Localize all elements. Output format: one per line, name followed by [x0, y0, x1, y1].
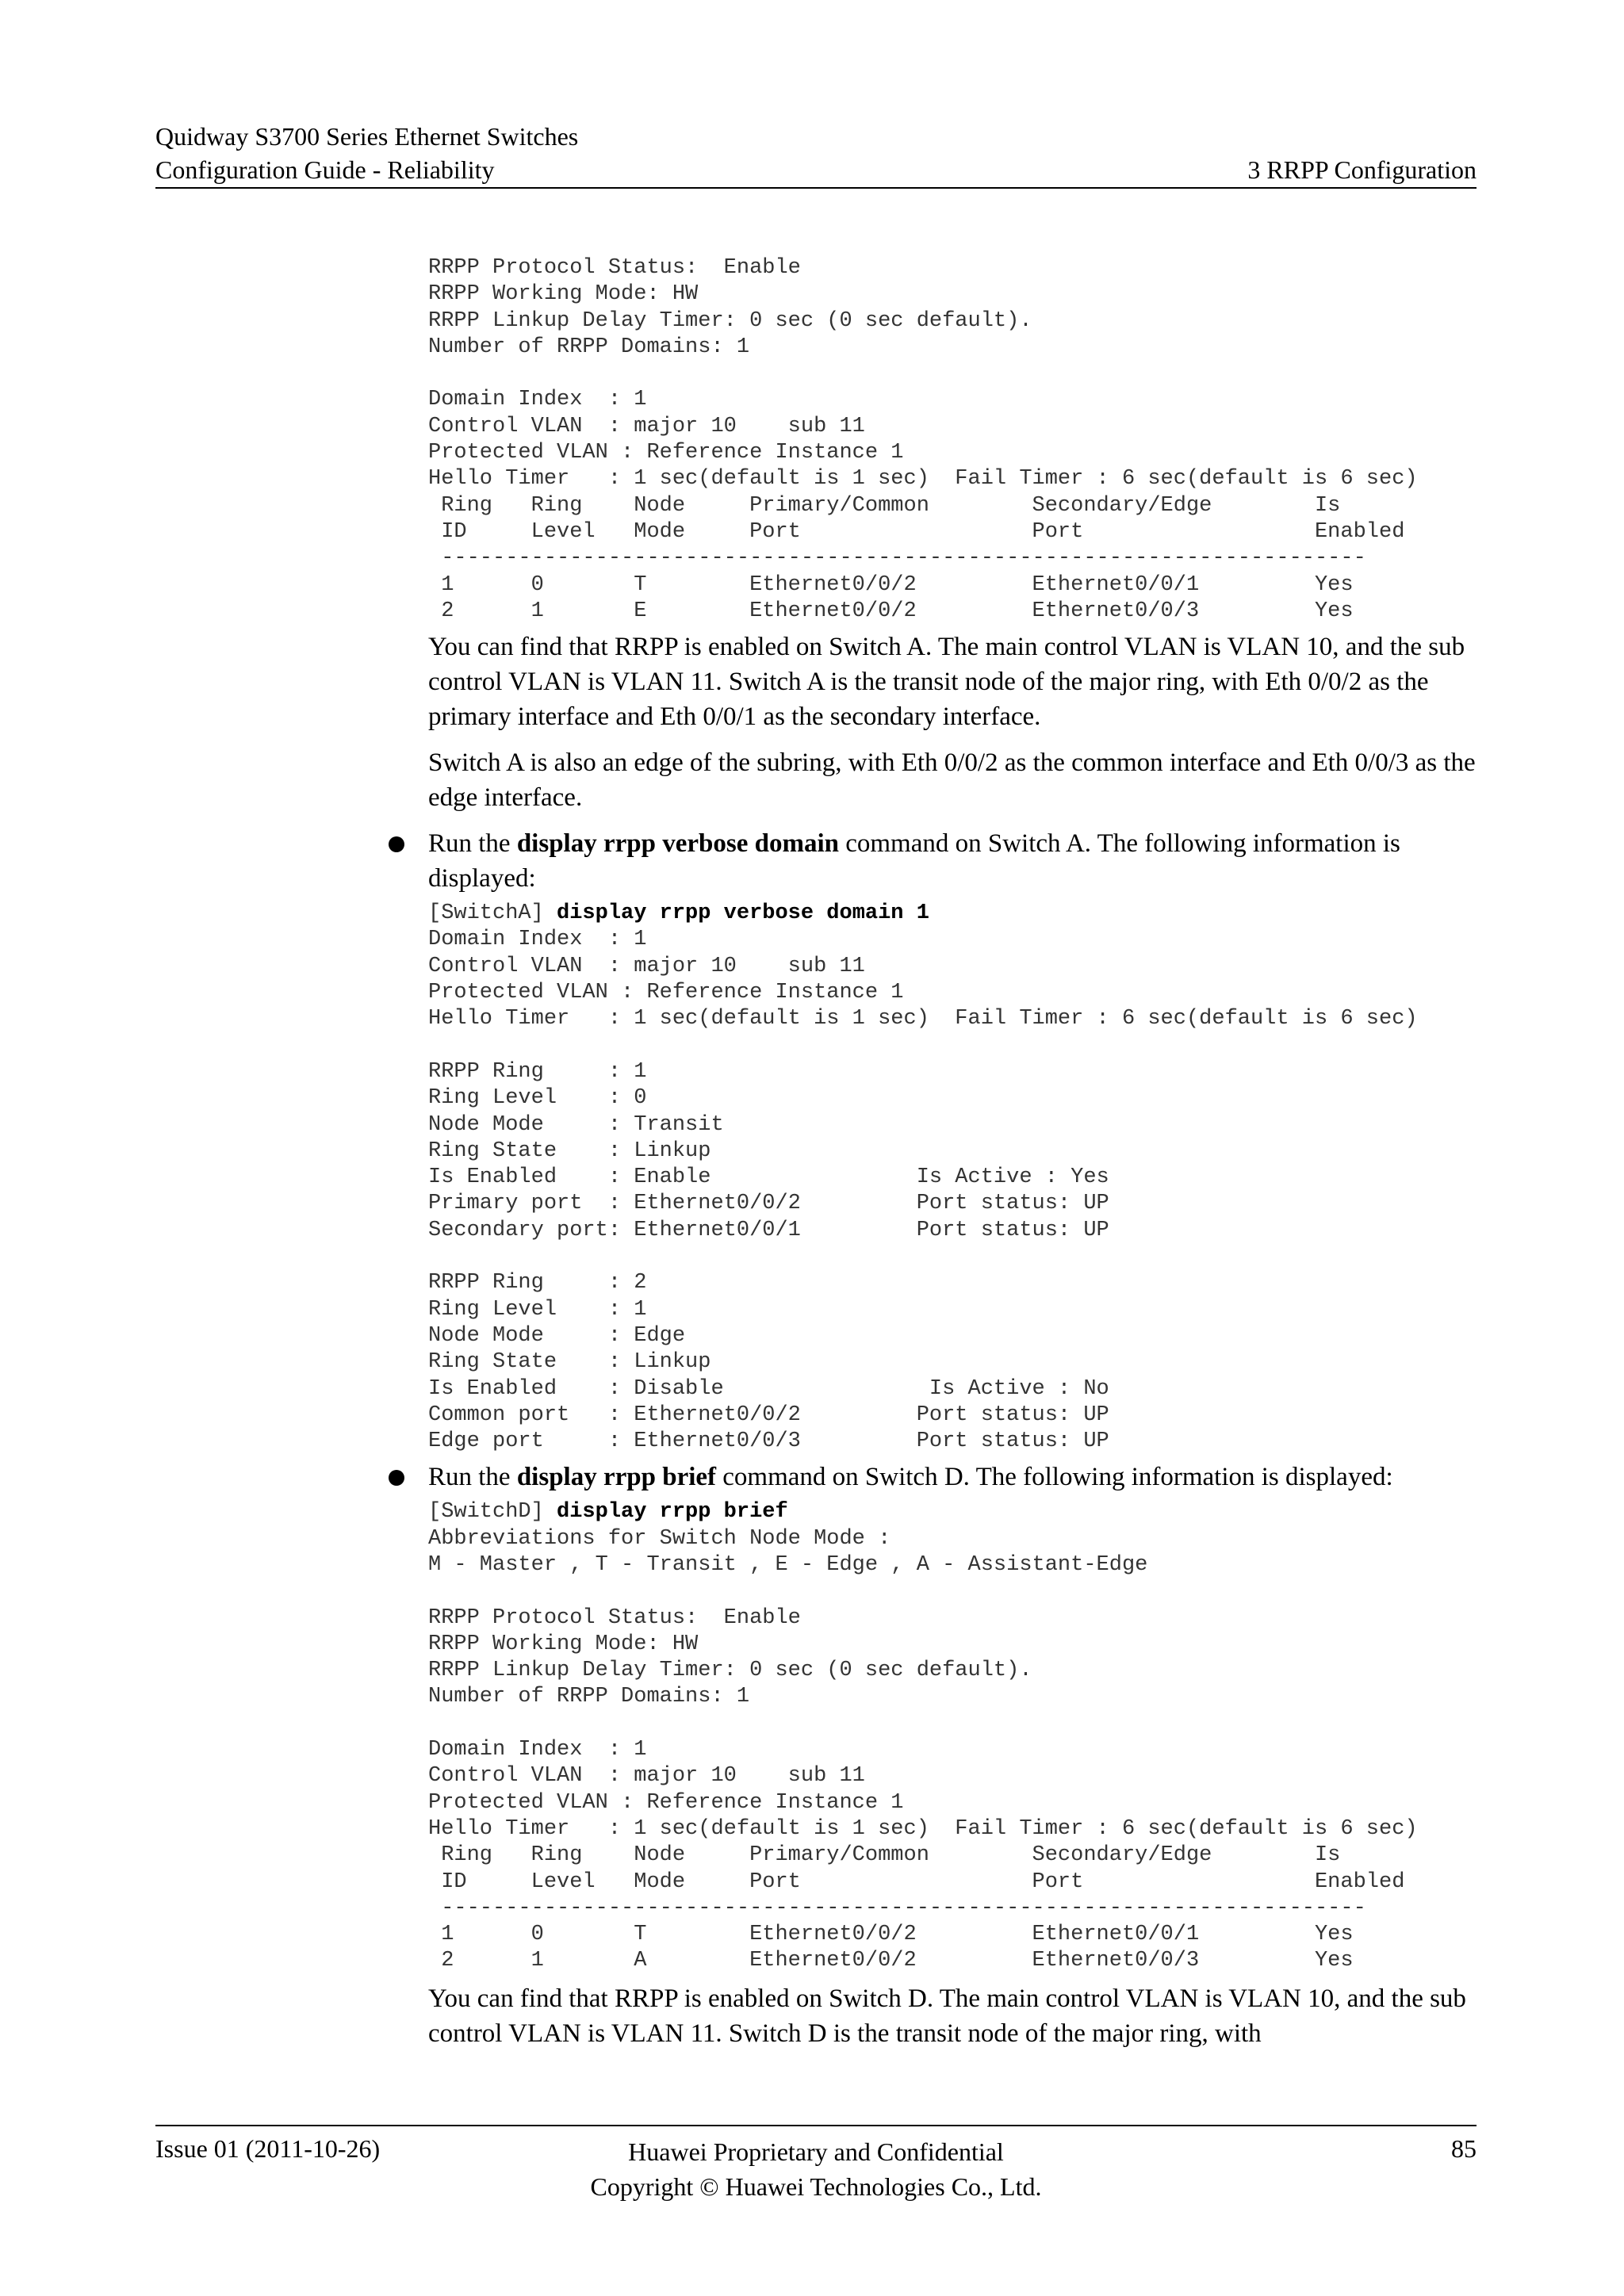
bullet-item-verbose-domain — [428, 826, 1483, 896]
code-prompt: [SwitchA] — [428, 901, 557, 926]
code-block-rrpp-brief-switch-d — [428, 1499, 1483, 1974]
bullet-command: display rrpp verbose domain — [516, 829, 839, 859]
bullet-dot-icon — [389, 1470, 404, 1486]
header-chapter: 3 RRPP Configuration — [1247, 155, 1477, 184]
header-guide: Configuration Guide - Reliability — [155, 155, 495, 184]
code-output: Domain Index : 1 Control VLAN : major 10 sub 11 Protected VLAN : Reference Instance 1 Hello Timer : 1 sec(default is 1 sec) Fail Timer : 6 sec(default is 6 sec) RRPP Ring : 1 Ring Level : 0 Node Mode : Transit Ring State : Linkup Is Enabled : Enable Is Active : Yes Primary port : Ethernet0/0/2 Port status: UP Secondary port: Ethernet0/0/1 Port status: UP RRPP Ring : 2 Ring Level : 1 Node Mode : Edge Ring State : Linkup Is Enabled : Disable Is Active : No Common port : Ethernet0/0/2 Port status: UP Edge port : Ethernet0/0/3 Port status: UP — [428, 928, 1418, 1454]
code-command: display rrpp brief — [557, 1500, 788, 1525]
code-command: display rrpp verbose domain 1 — [557, 901, 929, 926]
page-number: 85 — [1451, 2134, 1477, 2163]
page-header — [155, 119, 1477, 189]
bullet-text-prefix: Run the — [428, 829, 517, 859]
paragraph-switch-d-summary: You can find that RRPP is enabled on Switch D. The main control VLAN is VLAN 10, and the sub control VLAN is VLAN 11. Switch D is the transit node of the major ring, with — [428, 1984, 1466, 2048]
code-block-rrpp-brief-switch-a: RRPP Protocol Status: Enable RRPP Working Mode: HW RRPP Linkup Delay Timer: 0 sec (0 sec default). Number of RRPP Domains: 1 Domain Index : 1 Control VLAN : major 10 sub 11 Protected VLAN : Reference Instance 1 Hello Timer : 1 sec(default is 1 sec) Fail Timer : 6 sec(default is 6 sec) Ring Ring Node Primary/Common Secondary/Edge Is ID Level Mode Port Port Enabled ------------------------------------------------------------------------ 1 0 T Ethernet0/0/2 Ethernet0/0/1 Yes 2 1 E Ethernet0/0/2 Ethernet0/0/3 Yes — [428, 256, 1418, 623]
paragraph-switch-a-subring: Switch A is also an edge of the subring, with Eth 0/0/2 as the common interface and Eth 0/0/3 as the edge interface. — [428, 748, 1476, 813]
footer-proprietary: Huawei Proprietary and Confidential — [628, 2137, 1004, 2166]
code-prompt: [SwitchD] — [428, 1500, 557, 1525]
paragraph-switch-a-summary: You can find that RRPP is enabled on Switch A. The main control VLAN is VLAN 10, and the sub control VLAN is VLAN 11. Switch A is the transit node of the major ring, with Eth 0/0/2 as the primary interface and Eth 0/0/1 as the secondary interface. — [428, 633, 1465, 732]
header-product: Quidway S3700 Series Ethernet Switches — [155, 122, 579, 151]
footer-issue: Issue 01 (2011-10-26) — [155, 2134, 381, 2163]
code-output: Abbreviations for Switch Node Mode : M - Master , T - Transit , E - Edge , A - Assistant-Edge RRPP Protocol Status: Enable RRPP Working Mode: HW RRPP Linkup Delay Timer: 0 sec (0 sec default). Number of RRPP Domains: 1 Domain Index : 1 Control VLAN : major 10 sub 11 Protected VLAN : Reference Instance 1 Hello Timer : 1 sec(default is 1 sec) Fail Timer : 6 sec(default is 6 sec) Ring Ring Node Primary/Common Secondary/Edge Is ID Level Mode Port Port Enabled ------------------------------------------------------------------------ 1 0 T Ethernet0/0/2 Ethernet0/0/1 Yes 2 1 A Ethernet0/0/2 Ethernet0/0/3 Yes — [428, 1526, 1418, 1973]
footer-copyright: Copyright © Huawei Technologies Co., Ltd. — [590, 2172, 1042, 2201]
bullet-text-suffix: command on Switch D. The following information is displayed: — [716, 1463, 1393, 1492]
bullet-command: display rrpp brief — [516, 1463, 717, 1492]
page-footer — [155, 2125, 1477, 2206]
bullet-item-rrpp-brief — [428, 1460, 1483, 1494]
bullet-text-prefix: Run the — [428, 1463, 517, 1492]
bullet-dot-icon — [389, 836, 404, 852]
bullet-text-suffix: command on Switch A. The following information is displayed: — [428, 829, 1400, 894]
footer-confidential — [155, 2134, 1477, 2204]
main-content — [428, 255, 1483, 2062]
code-block-verbose-domain — [428, 901, 1483, 1455]
